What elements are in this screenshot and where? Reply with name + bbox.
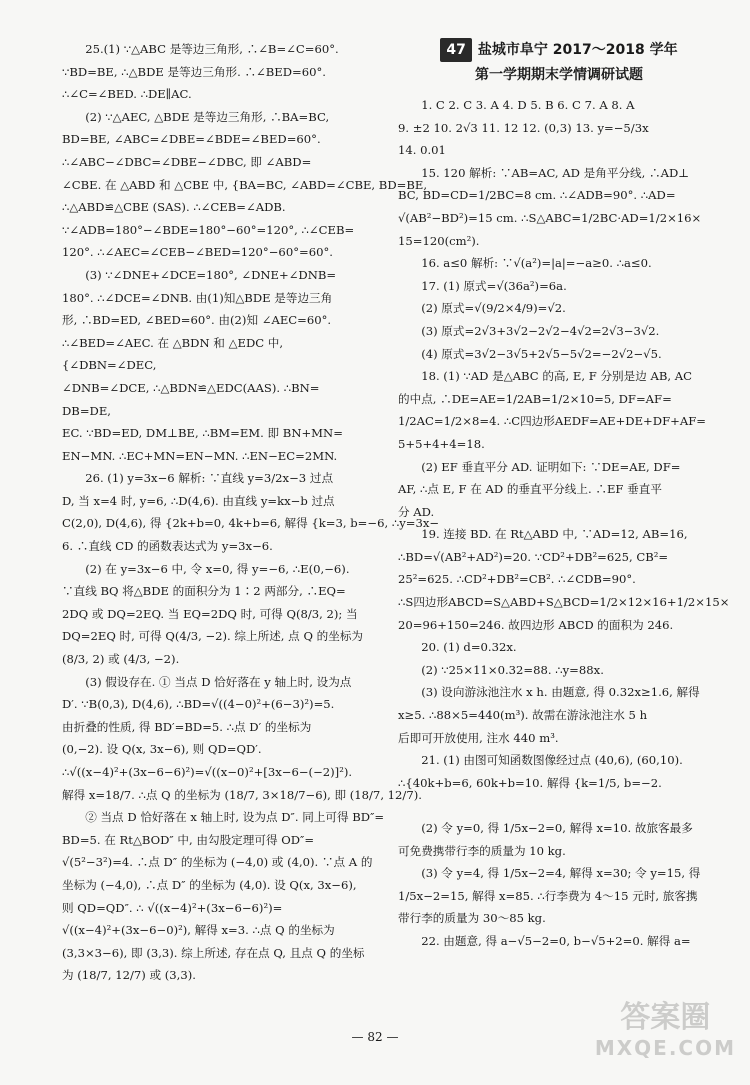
text-line: (4) 原式=3√2−3√5+2√5−5√2=−2√2−√5. — [421, 346, 662, 361]
text-line: 19. 连接 BD. 在 Rt△ABD 中, ∵AD=12, AB=16, — [421, 527, 688, 542]
text-line: 坐标为 (−4,0), ∴点 D″ 的坐标为 (4,0). 设 Q(x, 3x−6), — [62, 877, 357, 892]
text-line: ∴√((x−4)²+(3x−6−6)²)=√((x−0)²+[3x−6−(−2)]²). — [62, 765, 353, 779]
text-line: ∴∠C=∠BED. ∴DE∥AC. — [62, 87, 192, 102]
text-line: 形, ∴BD=ED, ∠BED=60°. 由(2)知 ∠AEC=60°. — [62, 313, 332, 328]
text-line: 为 (18/7, 12/7) 或 (3,3). — [62, 968, 196, 983]
text-line: ∠DNB=∠DCE, ∴△BDN≌△EDC(AAS). ∴BN= — [62, 380, 320, 395]
text-line: (2) ∵25×11×0.32=88. ∴y=88x. — [421, 662, 604, 677]
text-line: 20. (1) d=0.32x. — [421, 640, 517, 655]
text-line: ∵∠ADB=180°−∠BDE=180°−60°=120°, ∴∠CEB= — [62, 222, 355, 237]
text-line: BC, BD=CD=1/2BC=8 cm. ∴∠ADB=90°. ∴AD= — [398, 188, 676, 203]
text-line: √((x−4)²+(3x−6−0)²), 解得 x=3. ∴点 Q 的坐标为 — [62, 923, 335, 938]
section-title-line2: 第一学期期末学情调研试题 — [475, 67, 643, 83]
section-number: 47 — [440, 38, 471, 62]
text-line: √(AB²−BD²)=15 cm. ∴S△ABC=1/2BC·AD=1/2×16× — [398, 210, 702, 225]
text-line: 带行李的质量为 30～85 kg. — [398, 911, 546, 926]
text-line: 由折叠的性质, 得 BD′=BD=5. ∴点 D′ 的坐标为 — [62, 719, 312, 734]
text-line: ∴△ABD≌△CBE (SAS). ∴∠CEB=∠ADB. — [62, 200, 286, 215]
text-line: 分 AD. — [398, 504, 435, 519]
text-line: BD=5. 在 Rt△BOD″ 中, 由勾股定理可得 OD″= — [62, 832, 315, 847]
text-line: 20=96+150=246. 故四边形 ABCD 的面积为 246. — [398, 617, 674, 632]
text-line: EC. ∵BD=ED, DM⊥BE, ∴BM=EM. 即 BN+MN= — [62, 426, 343, 441]
text-line: (8/3, 2) 或 (4/3, −2). — [62, 652, 180, 667]
text-line: DQ=2EQ 时, 可得 Q(4/3, −2). 综上所述, 点 Q 的坐标为 — [62, 629, 364, 644]
text-line: 25.(1) ∵△ABC 是等边三角形, ∴∠B=∠C=60°. — [85, 42, 339, 56]
text-line: 14. 0.01 — [398, 143, 446, 158]
watermark-line2: MXQE.COM — [594, 1036, 736, 1060]
text-line: D′. ∵B(0,3), D(4,6), ∴BD=√((4−0)²+(6−3)²)=5. — [62, 697, 335, 712]
text-line: ∵直线 BQ 将△BDE 的面积分为 1∶2 两部分, ∴EQ= — [62, 584, 346, 599]
text-line: C(2,0), D(4,6), 得 {2k+b=0, 4k+b=6, 解得 {k=3, b=−6, ∴y=3x− — [62, 516, 440, 531]
text-line: ∠CBE. 在 △ABD 和 △CBE 中, {BA=BC, ∠ABD=∠CBE, BD=BE, — [62, 177, 428, 192]
text-line: 2DQ 或 DQ=2EQ. 当 EQ=2DQ 时, 可得 Q(8/3, 2); 当 — [62, 606, 358, 621]
text-line: 120°. ∴∠AEC=∠CEB−∠BED=120°−60°=60°. — [62, 245, 333, 260]
text-line: √(5²−3²)=4. ∴点 D″ 的坐标为 (−4,0) 或 (4,0). ∵点 A 的 — [62, 855, 373, 870]
text-line: 26. (1) y=3x−6 解析: ∵直线 y=3/2x−3 过点 — [85, 471, 334, 486]
text-line: (3) 令 y=4, 得 1/5x−2=4, 解得 x=30; 令 y=15, 得 — [421, 866, 701, 881]
text-line: 17. (1) 原式=√(36a²)=6a. — [421, 278, 567, 293]
text-line: (3) 设向游泳池注水 x h. 由题意, 得 0.32x≥1.6, 解得 — [421, 685, 700, 700]
text-line: (3) ∵∠DNE+∠DCE=180°, ∠DNE+∠DNB= — [85, 267, 337, 282]
text-line: ∴∠ABC−∠DBC=∠DBE−∠DBC, 即 ∠ABD= — [62, 154, 312, 169]
text-line: ② 当点 D 恰好落在 x 轴上时, 设为点 D″. 同上可得 BD″= — [85, 810, 385, 825]
text-line: ∴∠BED=∠AEC. 在 △BDN 和 △EDC 中, — [62, 335, 284, 350]
text-line: 25²=625. ∴CD²+DB²=CB². ∴∠CDB=90°. — [398, 572, 636, 587]
text-line: ∵BD=BE, ∴△BDE 是等边三角形. ∴∠BED=60°. — [62, 64, 326, 79]
text-line: AF, ∴点 E, F 在 AD 的垂直平分线上. ∴EF 垂直平 — [398, 482, 662, 497]
text-line: (2) 令 y=0, 得 1/5x−2=0, 解得 x=10. 故旅客最多 — [421, 821, 693, 835]
text-line: (3) 假设存在. ① 当点 D 恰好落在 y 轴上时, 设为点 — [85, 674, 352, 689]
text-line: BD=BE, ∠ABC=∠DBE=∠BDE=∠BED=60°. — [62, 132, 321, 147]
text-line: (0,−2). 设 Q(x, 3x−6), 则 QD=QD′. — [62, 742, 262, 757]
text-line: 1. C 2. C 3. A 4. D 5. B 6. C 7. A 8. A — [421, 98, 635, 112]
text-line: 6. ∴直线 CD 的函数表达式为 y=3x−6. — [62, 539, 273, 554]
text-line: 9. ±2 10. 2√3 11. 12 12. (0,3) 13. y=−5/3x — [398, 120, 649, 135]
text-line: ∴S四边形ABCD=S△ABD+S△BCD=1/2×12×16+1/2×15× — [398, 595, 730, 610]
text-line: 16. a≤0 解析: ∵√(a²)=|a|=−a≥0. ∴a≤0. — [421, 256, 652, 271]
text-line: 则 QD=QD″. ∴ √((x−4)²+(3x−6−6)²)= — [62, 900, 283, 915]
text-line — [398, 794, 720, 817]
text-line: D, 当 x=4 时, y=6, ∴D(4,6). 由直线 y=kx−b 过点 — [62, 493, 335, 508]
text-line: 可免费携带行李的质量为 10 kg. — [398, 843, 566, 858]
text-line: 18. (1) ∵AD 是△ABC 的高, E, F 分别是边 AB, AC — [421, 369, 693, 384]
watermark-line1: 答案圈 — [620, 1000, 711, 1035]
page-number: — 82 — — [351, 1030, 399, 1044]
text-line: 21. (1) 由图可知函数图像经过点 (40,6), (60,10). — [421, 753, 683, 768]
text-line: DB=DE, — [62, 403, 111, 418]
text-line: 1/2AC=1/2×8=4. ∴C四边形AEDF=AE+DE+DF+AF= — [398, 414, 706, 429]
text-line: ∴BD=√(AB²+AD²)=20. ∵CD²+DB²=625, CB²= — [398, 549, 669, 564]
text-line: 的中点, ∴DE=AE=1/2AB=1/2×10=5, DF=AF= — [398, 391, 672, 406]
text-line: 后即可开放使用, 注水 440 m³. — [398, 730, 559, 745]
watermark-logo — [594, 1000, 736, 1063]
text-line: (2) ∵△AEC, △BDE 是等边三角形, ∴BA=BC, — [85, 109, 330, 124]
text-line: 15=120(cm²). — [398, 233, 480, 248]
text-line: 180°. ∴∠DCE=∠DNB. 由(1)知△BDE 是等边三角 — [62, 290, 333, 305]
section-title-line1: 盐城市阜宁 2017～2018 学年 — [477, 42, 678, 58]
text-line: (3,3×3−6), 即 (3,3). 综上所述, 存在点 Q, 且点 Q 的坐标 — [62, 945, 365, 960]
text-line: EN−MN. ∴EC+MN=EN−MN. ∴EN−EC=2MN. — [62, 448, 338, 463]
answer-list — [398, 94, 730, 953]
text-line: ∴{40k+b=6, 60k+b=10. 解得 {k=1/5, b=−2. — [398, 775, 662, 790]
text-line: (3) 原式=2√3+3√2−2√2−4√2=2√3−3√2. — [421, 323, 660, 338]
text-line: 15. 120 解析: ∵AB=AC, AD 是角平分线, ∴AD⊥ — [421, 165, 690, 180]
text-line: (2) 原式=√(9/2×4/9)=√2. — [421, 301, 566, 316]
text-line: (2) EF 垂直平分 AD. 证明如下: ∵DE=AE, DF= — [421, 459, 681, 474]
text-line: {∠DBN=∠DEC, — [62, 358, 157, 373]
right-column — [398, 38, 730, 953]
text-line: (2) 在 y=3x−6 中, 令 x=0, 得 y=−6, ∴E(0,−6). — [85, 561, 350, 576]
text-line: 22. 由题意, 得 a−√5−2=0, b−√5+2=0. 解得 a= — [421, 933, 691, 948]
section-heading — [398, 38, 720, 62]
text-line: x≥5. ∴88×5=440(m³). 故需在游泳池注水 5 h — [398, 708, 648, 723]
text-line: 解得 x=18/7. ∴点 Q 的坐标为 (18/7, 3×18/7−6), 即 (18/7, 12/7). — [62, 787, 422, 802]
text-line: 1/5x−2=15, 解得 x=85. ∴行李费为 4～15 元时, 旅客携 — [398, 888, 698, 903]
text-line: 5+5+4+4=18. — [398, 436, 485, 451]
